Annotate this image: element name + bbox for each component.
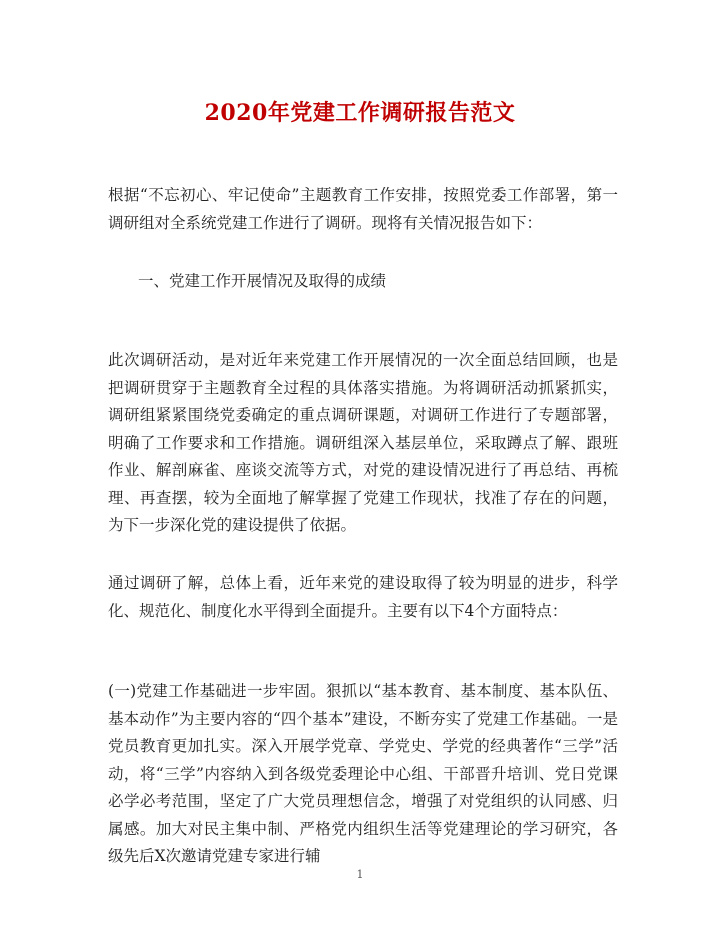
survey-activity-paragraph: 此次调研活动，是对近年来党建工作开展情况的一次全面总结回顾，也是把调研贯穿于主题教育全过程的具体落实措施。为将调研活动抓紧抓实，调研组紧紧围绕党委确定的重点调研课题，对调研工作进行了专题部署，明确了工作要求和工作措施。调研组深入基层单位，采取蹲点了解、跟班作业、解剖麻雀、座谈交流等方式，对党的建设情况进行了再总结、再梳理、再查摆，较为全面地了解掌握了党建工作现状，找准了存在的问题，为下一步深化党的建设提供了依据。 (108, 351, 618, 534)
page-number: 1 (356, 868, 364, 881)
intro-paragraph: 根据“不忘初心、牢记使命”主题教育工作安排，按照党委工作部署，第一调研组对全系统党建工作进行了调研。现将有关情况报告如下： (108, 186, 618, 232)
overall-findings-paragraph: 通过调研了解，总体上看，近年来党的建设取得了较为明显的进步，科学化、规范化、制度化水平得到全面提升。主要有以下4个方面特点： (108, 574, 618, 620)
section-heading-1: 一、党建工作开展情况及取得的成绩 (138, 272, 387, 290)
document-title: 2020年党建工作调研报告范文 (204, 100, 516, 126)
section-1-paragraph: (一)党建工作基础进一步牢固。狠抓以“基本教育、基本制度、基本队伍、基本动作”为主要内容的“四个基本”建设，不断夯实了党建工作基础。一是党员教育更加扎实。深入开展学党章、学党史、学党的经典著作“三学”活动，将“三学”内容纳入到各级党委理论中心组、干部晋升培训、党日党课必学必考范围，坚定了广大党员理想信念，增强了对党组织的认同感、归属感。加大对民主集中制、严格党内组织生活等党建理论的学习研究，各级先后X次邀请党建专家进行辅 (108, 682, 618, 865)
